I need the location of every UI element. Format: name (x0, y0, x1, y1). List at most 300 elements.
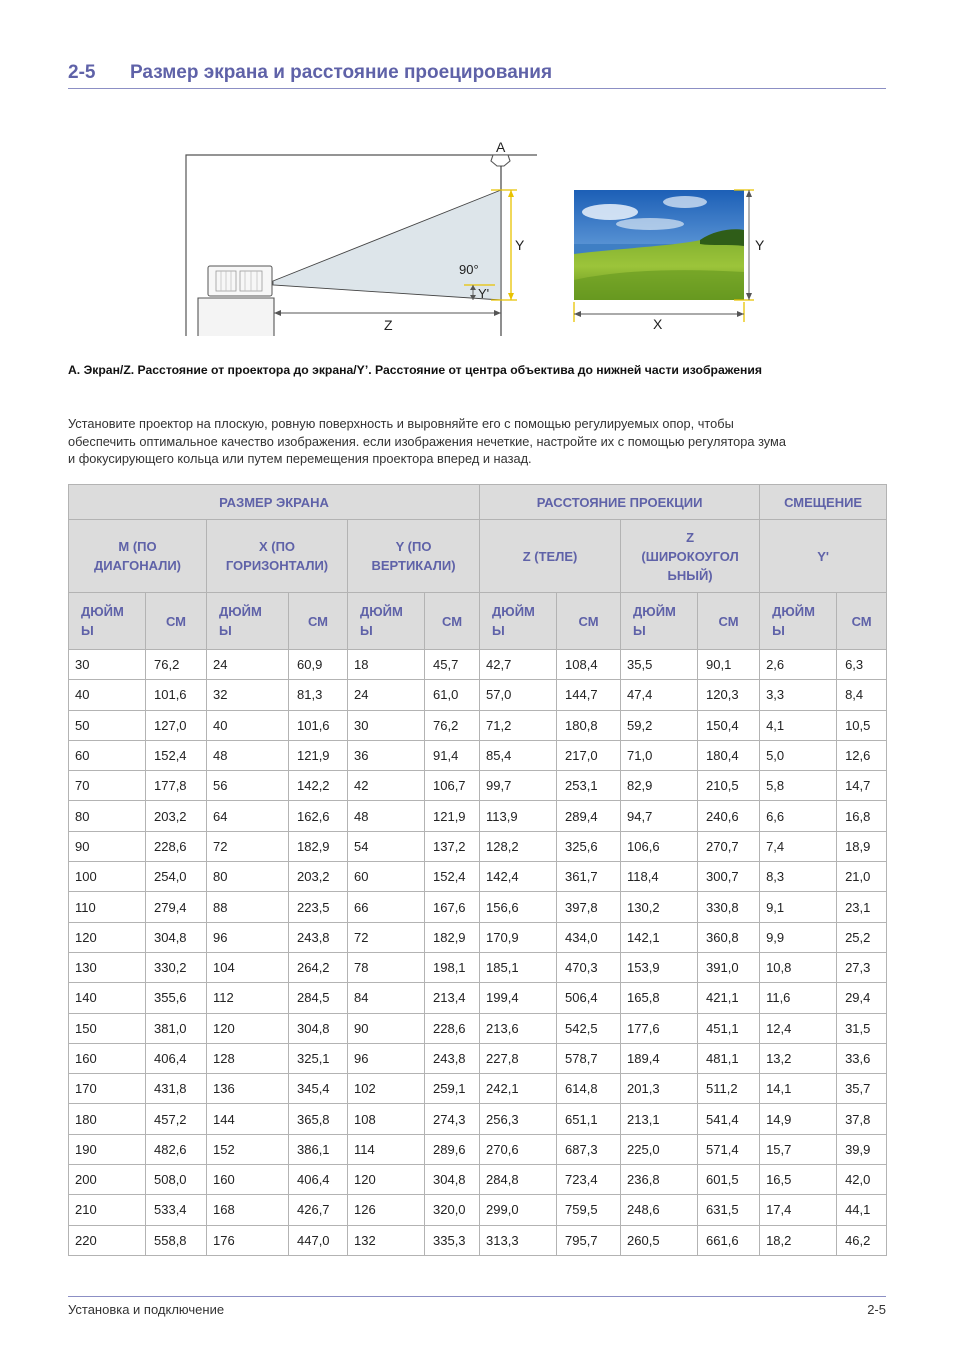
table-cell: 113,9 (480, 801, 557, 831)
arrow-px-left (574, 311, 581, 317)
table-cell: 15,7 (760, 1134, 837, 1164)
table-cell: 180,8 (557, 710, 621, 740)
table-cell: 242,1 (480, 1074, 557, 1104)
table-cell: 16,5 (760, 1165, 837, 1195)
footer-divider (68, 1296, 886, 1297)
label-y-prime: Y' (478, 286, 490, 301)
table-cell: 130,2 (621, 892, 698, 922)
table-cell: 381,0 (146, 1013, 207, 1043)
table-cell: 100 (69, 862, 146, 892)
header-line: ГОРИЗОНТАЛИ) (225, 558, 329, 573)
table-cell: 13,2 (760, 1043, 837, 1073)
table-cell: 121,9 (425, 801, 480, 831)
table-cell: 7,4 (760, 831, 837, 861)
table-cell: 101,6 (146, 680, 207, 710)
table-cell: 121,9 (289, 740, 348, 770)
table-cell: 259,1 (425, 1074, 480, 1104)
arrow-y-bottom (508, 293, 514, 300)
intro-paragraph (68, 415, 886, 468)
table-cell: 10,8 (760, 952, 837, 982)
table-cell: 104 (207, 952, 289, 982)
table-cell: 170,9 (480, 922, 557, 952)
table-cell: 70 (69, 771, 146, 801)
table-cell: 142,1 (621, 922, 698, 952)
table-cell: 213,1 (621, 1104, 698, 1134)
table-cell: 511,2 (698, 1074, 760, 1104)
label-picture-x: X (653, 316, 663, 332)
table-row (69, 922, 887, 952)
table-cell: 106,6 (621, 831, 698, 861)
table-cell: 16,8 (837, 801, 887, 831)
table-cell: 136 (207, 1074, 289, 1104)
table-cell: 397,8 (557, 892, 621, 922)
table-row (69, 680, 887, 710)
table-cell: 59,2 (621, 710, 698, 740)
table-row (69, 952, 887, 982)
table-cell: 168 (207, 1195, 289, 1225)
table-cell: 128 (207, 1043, 289, 1073)
label-y: Y (515, 237, 525, 253)
table-cell: 71,2 (480, 710, 557, 740)
table-cell: 35,7 (837, 1074, 887, 1104)
footer-page-number: 2-5 (867, 1302, 886, 1317)
table-cell: 85,4 (480, 740, 557, 770)
table-cell: 304,8 (289, 1013, 348, 1043)
table-row (69, 1104, 887, 1134)
header-line: Y (ПО (395, 539, 432, 554)
intro-line: и фокусирующего кольца или путем перемещения проектора вперед и назад. (68, 451, 532, 466)
landscape-picture (574, 190, 744, 300)
unit-header-cm: СМ (425, 593, 480, 650)
section-number: 2-5 (68, 62, 96, 83)
table-cell: 243,8 (425, 1043, 480, 1073)
table-cell: 243,8 (289, 922, 348, 952)
table-row (69, 1074, 887, 1104)
unit-header-inches (621, 593, 698, 650)
table-cell: 61,0 (425, 680, 480, 710)
table-cell: 177,6 (621, 1013, 698, 1043)
table-cell: 201,3 (621, 1074, 698, 1104)
table-row (69, 1013, 887, 1043)
table-cell: 127,0 (146, 710, 207, 740)
table-cell: 361,7 (557, 862, 621, 892)
table-cell: 140 (69, 983, 146, 1013)
table-cell: 558,8 (146, 1225, 207, 1255)
table-cell: 54 (348, 831, 425, 861)
table-cell: 182,9 (289, 831, 348, 861)
table-cell: 170 (69, 1074, 146, 1104)
table-cell: 78 (348, 952, 425, 982)
table-cell: 94,7 (621, 801, 698, 831)
table-cell: 213,6 (480, 1013, 557, 1043)
table-cell: 142,2 (289, 771, 348, 801)
arrow-y-top (508, 190, 514, 197)
table-cell: 120,3 (698, 680, 760, 710)
table-cell: 601,5 (698, 1165, 760, 1195)
unit-header-cm: СМ (146, 593, 207, 650)
table-cell: 165,8 (621, 983, 698, 1013)
table-cell: 46,2 (837, 1225, 887, 1255)
table-cell: 304,8 (425, 1165, 480, 1195)
table-cell: 213,4 (425, 983, 480, 1013)
table-cell: 130 (69, 952, 146, 982)
unit-header-cm: СМ (837, 593, 887, 650)
table-cell: 177,8 (146, 771, 207, 801)
table-cell: 102 (348, 1074, 425, 1104)
table-cell: 451,1 (698, 1013, 760, 1043)
table-cell: 240,6 (698, 801, 760, 831)
screen-size-table (68, 484, 887, 1256)
table-cell: 256,3 (480, 1104, 557, 1134)
table-cell: 571,4 (698, 1134, 760, 1164)
table-cell: 21,0 (837, 862, 887, 892)
table-cell: 35,5 (621, 650, 698, 680)
table-cell: 32 (207, 680, 289, 710)
table-cell: 101,6 (289, 710, 348, 740)
table-cell: 210,5 (698, 771, 760, 801)
table-cell: 264,2 (289, 952, 348, 982)
projection-beam (273, 190, 501, 300)
table-cell: 18,9 (837, 831, 887, 861)
table-cell: 126 (348, 1195, 425, 1225)
header-line: Z (686, 529, 695, 545)
table-cell: 44,1 (837, 1195, 887, 1225)
table-cell: 406,4 (289, 1165, 348, 1195)
table-cell: 14,1 (760, 1074, 837, 1104)
table-cell: 185,1 (480, 952, 557, 982)
table-cell: 541,4 (698, 1104, 760, 1134)
table-cell: 795,7 (557, 1225, 621, 1255)
table-cell: 661,6 (698, 1225, 760, 1255)
table-cell: 60,9 (289, 650, 348, 680)
header-line: ДИАГОНАЛИ) (93, 558, 182, 573)
table-cell: 533,4 (146, 1195, 207, 1225)
arrow-z-right (494, 310, 501, 316)
table-cell: 199,4 (480, 983, 557, 1013)
table-cell: 48 (348, 801, 425, 831)
table-cell: 48 (207, 740, 289, 770)
column-header-y-prime (760, 520, 887, 593)
column-header-z-wide (621, 520, 760, 593)
table-cell: 153,9 (621, 952, 698, 982)
table-cell: 434,0 (557, 922, 621, 952)
table-cell: 128,2 (480, 831, 557, 861)
table-cell: 4,1 (760, 710, 837, 740)
table-cell: 84 (348, 983, 425, 1013)
table-cell: 90,1 (698, 650, 760, 680)
table-cell: 33,6 (837, 1043, 887, 1073)
table-cell: 335,3 (425, 1225, 480, 1255)
header-line: Y' (817, 548, 829, 564)
table-cell: 90 (348, 1013, 425, 1043)
table-cell: 228,6 (146, 831, 207, 861)
table-cell: 27,3 (837, 952, 887, 982)
table-cell: 114 (348, 1134, 425, 1164)
table-cell: 176 (207, 1225, 289, 1255)
footer-section: Установка и подключение (68, 1302, 225, 1317)
table-cell: 506,4 (557, 983, 621, 1013)
table-cell: 578,7 (557, 1043, 621, 1073)
table-cell: 406,4 (146, 1043, 207, 1073)
table-cell: 80 (207, 862, 289, 892)
table-cell: 18,2 (760, 1225, 837, 1255)
group-header-offset: СМЕЩЕНИЕ (760, 485, 887, 520)
group-header-screen-size: РАЗМЕР ЭКРАНА (69, 485, 480, 520)
table-cell: 279,4 (146, 892, 207, 922)
table-cell: 220 (69, 1225, 146, 1255)
table-cell: 345,4 (289, 1074, 348, 1104)
table-cell: 6,6 (760, 801, 837, 831)
table-cell: 482,6 (146, 1134, 207, 1164)
table-row (69, 983, 887, 1013)
table-cell: 56 (207, 771, 289, 801)
table-row (69, 801, 887, 831)
header-line: ДЮЙМ (772, 604, 815, 619)
table-cell: 228,6 (425, 1013, 480, 1043)
table-cell: 320,0 (425, 1195, 480, 1225)
table-cell: 182,9 (425, 922, 480, 952)
table-cell: 365,8 (289, 1104, 348, 1134)
header-line: Ы (81, 623, 94, 638)
unit-header-inches (207, 593, 289, 650)
table-cell: 40 (69, 680, 146, 710)
table-cell: 304,8 (146, 922, 207, 952)
table-cell: 156,6 (480, 892, 557, 922)
table-cell: 42 (348, 771, 425, 801)
table-cell: 76,2 (146, 650, 207, 680)
table-cell: 18 (348, 650, 425, 680)
table-cell: 300,7 (698, 862, 760, 892)
table-row (69, 1134, 887, 1164)
header-line: (ШИРОКОУГОЛ (641, 548, 739, 564)
table-cell: 82,9 (621, 771, 698, 801)
header-line: Ы (360, 623, 373, 638)
header-line: ВЕРТИКАЛИ) (371, 558, 456, 573)
table-cell: 284,8 (480, 1165, 557, 1195)
table-cell: 24 (348, 680, 425, 710)
header-line: Ы (772, 623, 785, 638)
label-picture-y: Y (755, 237, 765, 253)
table-row (69, 1165, 887, 1195)
table-cell: 80 (69, 801, 146, 831)
table-cell: 225,0 (621, 1134, 698, 1164)
arrow-py-bottom (746, 293, 752, 300)
table-cell: 137,2 (425, 831, 480, 861)
table-cell: 3,3 (760, 680, 837, 710)
table-cell: 64 (207, 801, 289, 831)
table-cell: 120 (348, 1165, 425, 1195)
table-cell: 36 (348, 740, 425, 770)
table-cell: 190 (69, 1134, 146, 1164)
table-cell: 431,8 (146, 1074, 207, 1104)
header-line: ЬНЫЙ) (667, 567, 713, 583)
table-cell: 5,0 (760, 740, 837, 770)
header-line: ДЮЙМ (492, 604, 535, 619)
table-cell: 31,5 (837, 1013, 887, 1043)
table-cell: 210 (69, 1195, 146, 1225)
table-cell: 23,1 (837, 892, 887, 922)
table-cell: 360,8 (698, 922, 760, 952)
table-cell: 386,1 (289, 1134, 348, 1164)
header-line: ДЮЙМ (81, 604, 124, 619)
header-line: Ы (492, 623, 505, 638)
table-cell: 254,0 (146, 862, 207, 892)
table-cell: 9,9 (760, 922, 837, 952)
table-cell: 447,0 (289, 1225, 348, 1255)
table-cell: 110 (69, 892, 146, 922)
table-cell: 152,4 (425, 862, 480, 892)
table-cell: 29,4 (837, 983, 887, 1013)
table-cell: 270,6 (480, 1134, 557, 1164)
unit-header-inches (480, 593, 557, 650)
table-row (69, 892, 887, 922)
header-line: Ы (219, 623, 232, 638)
table-cell: 2,6 (760, 650, 837, 680)
table-cell: 198,1 (425, 952, 480, 982)
table-cell: 25,2 (837, 922, 887, 952)
unit-header-inches (69, 593, 146, 650)
table-cell: 60 (69, 740, 146, 770)
column-header-diagonal (69, 520, 207, 593)
table-cell: 96 (207, 922, 289, 952)
table-cell: 96 (348, 1043, 425, 1073)
table-cell: 200 (69, 1165, 146, 1195)
table-cell: 9,1 (760, 892, 837, 922)
table-cell: 223,5 (289, 892, 348, 922)
table-cell: 217,0 (557, 740, 621, 770)
table-cell: 118,4 (621, 862, 698, 892)
section-title: Размер экрана и расстояние проецирования (130, 62, 553, 83)
table-cell: 203,2 (289, 862, 348, 892)
table-cell: 99,7 (480, 771, 557, 801)
screen-mount-icon (491, 155, 510, 166)
table-cell: 144,7 (557, 680, 621, 710)
label-z: Z (384, 317, 393, 333)
table-cell: 81,3 (289, 680, 348, 710)
table-cell: 150 (69, 1013, 146, 1043)
table-row (69, 862, 887, 892)
table (198, 298, 274, 336)
table-cell: 325,1 (289, 1043, 348, 1073)
unit-header-cm: СМ (289, 593, 348, 650)
table-cell: 355,6 (146, 983, 207, 1013)
table-cell: 42,7 (480, 650, 557, 680)
title-divider (68, 88, 886, 89)
table-cell: 72 (348, 922, 425, 952)
table-cell: 150,4 (698, 710, 760, 740)
table-cell: 457,2 (146, 1104, 207, 1134)
header-line: ДЮЙМ (219, 604, 262, 619)
header-line: ДЮЙМ (633, 604, 676, 619)
header-line: Ы (633, 623, 646, 638)
table-cell: 508,0 (146, 1165, 207, 1195)
table-cell: 24 (207, 650, 289, 680)
table-cell: 57,0 (480, 680, 557, 710)
table-cell: 152,4 (146, 740, 207, 770)
table-cell: 8,3 (760, 862, 837, 892)
table-cell: 759,5 (557, 1195, 621, 1225)
table-cell: 14,9 (760, 1104, 837, 1134)
table-cell: 651,1 (557, 1104, 621, 1134)
table-cell: 542,5 (557, 1013, 621, 1043)
table-cell: 421,1 (698, 983, 760, 1013)
table-cell: 299,0 (480, 1195, 557, 1225)
table-cell: 160 (69, 1043, 146, 1073)
table-cell: 120 (207, 1013, 289, 1043)
table-cell: 162,6 (289, 801, 348, 831)
table-cell: 631,5 (698, 1195, 760, 1225)
table-cell: 45,7 (425, 650, 480, 680)
table-row (69, 1225, 887, 1255)
page-title (68, 62, 886, 84)
table-cell: 10,5 (837, 710, 887, 740)
table-cell: 189,4 (621, 1043, 698, 1073)
table-cell: 72 (207, 831, 289, 861)
table-cell: 91,4 (425, 740, 480, 770)
table-cell: 167,6 (425, 892, 480, 922)
table-cell: 6,3 (837, 650, 887, 680)
table-cell: 614,8 (557, 1074, 621, 1104)
table-cell: 687,3 (557, 1134, 621, 1164)
arrow-z-left (274, 310, 281, 316)
table-row (69, 831, 887, 861)
table-row (69, 1195, 887, 1225)
diagram-caption: A. Экран/Z. Расстояние от проектора до экрана/Y’. Расстояние от центра объектива до нижней части изображения (68, 363, 762, 377)
column-header-horizontal (207, 520, 348, 593)
header-line: M (ПО (118, 539, 157, 554)
table-cell: 144 (207, 1104, 289, 1134)
table-cell: 274,3 (425, 1104, 480, 1134)
table-cell: 152 (207, 1134, 289, 1164)
table-cell: 106,7 (425, 771, 480, 801)
header-line: ДЮЙМ (360, 604, 403, 619)
intro-line: Установите проектор на плоскую, ровную поверхность и выровняйте его с помощью регулируемых опор, чтобы (68, 416, 734, 431)
table-cell: 142,4 (480, 862, 557, 892)
table-cell: 14,7 (837, 771, 887, 801)
table-cell: 470,3 (557, 952, 621, 982)
table-cell: 160 (207, 1165, 289, 1195)
table-row (69, 1043, 887, 1073)
unit-header-cm: СМ (698, 593, 760, 650)
table-cell: 112 (207, 983, 289, 1013)
table-cell: 108 (348, 1104, 425, 1134)
label-a: A (496, 140, 506, 155)
table-cell: 40 (207, 710, 289, 740)
table-cell: 17,4 (760, 1195, 837, 1225)
table-cell: 30 (69, 650, 146, 680)
table-cell: 37,8 (837, 1104, 887, 1134)
column-header-z-tele (480, 520, 621, 593)
table-cell: 5,8 (760, 771, 837, 801)
unit-header-inches (760, 593, 837, 650)
unit-header-cm: СМ (557, 593, 621, 650)
table-cell: 284,5 (289, 983, 348, 1013)
table-cell: 90 (69, 831, 146, 861)
table-cell: 66 (348, 892, 425, 922)
group-header-projection-distance: РАССТОЯНИЕ ПРОЕКЦИИ (480, 485, 760, 520)
arrow-px-right (737, 311, 744, 317)
table-cell: 203,2 (146, 801, 207, 831)
table-cell: 50 (69, 710, 146, 740)
table-cell: 330,2 (146, 952, 207, 982)
table-cell: 325,6 (557, 831, 621, 861)
projector-icon (208, 266, 272, 296)
table-cell: 180,4 (698, 740, 760, 770)
table-cell: 71,0 (621, 740, 698, 770)
table-cell: 253,1 (557, 771, 621, 801)
intro-line: обеспечить оптимальное качество изображения. если изображения нечеткие, настройте их с помощью регулятора зума (68, 433, 786, 449)
table-cell: 60 (348, 862, 425, 892)
